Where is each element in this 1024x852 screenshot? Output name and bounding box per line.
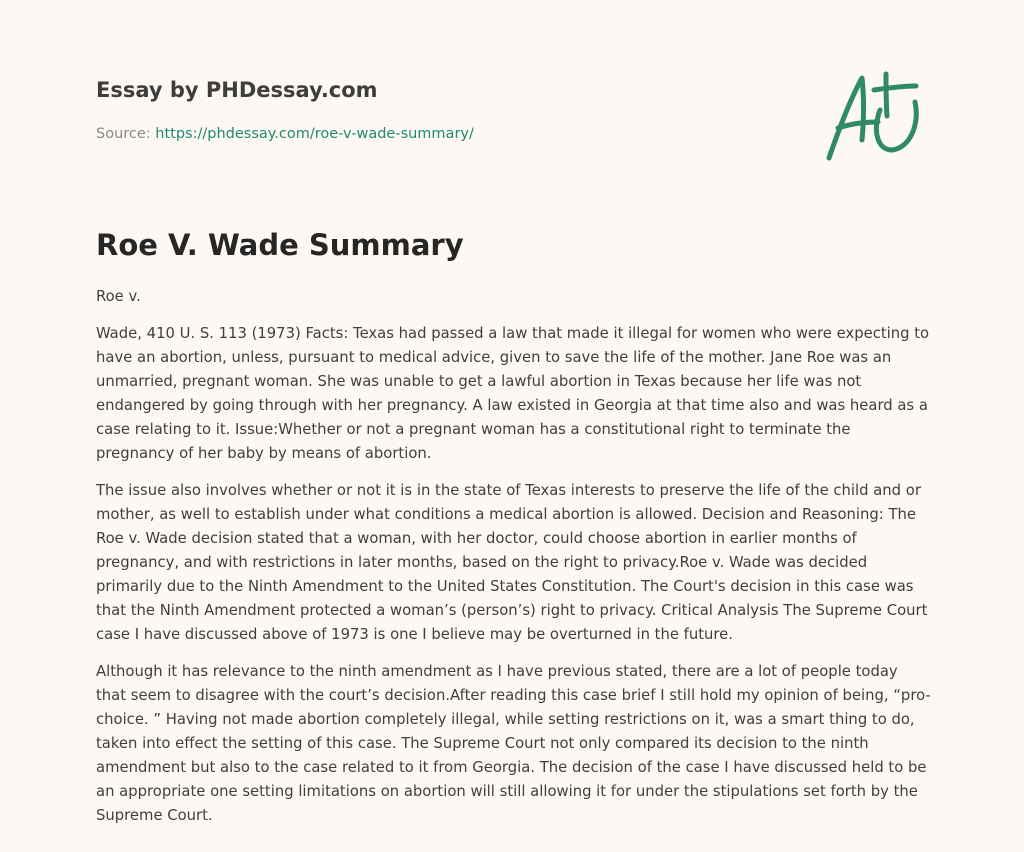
a-plus-grade-logo-icon (820, 66, 930, 166)
source-line (96, 124, 796, 144)
site-brand: Essay by PHDessay.com (96, 78, 378, 102)
source-link[interactable]: https://phdessay.com/roe-v-wade-summary/ (155, 126, 474, 142)
essay-paragraph: The issue also involves whether or not it is in the state of Texas interests to preserve the life of the child and or mother, as well to establish under what conditions a medical abortion is allowed. Decision and Reasoning: The Roe v. Wade decision stated that a woman, with her doctor, could choose abortion in earlier months of pregnancy, and with restrictions in later months, based on the right to privacy.Roe v. Wade was decided primarily due to the Ninth Amendment to the United States Constitution. The Court's decision in this case was that the Ninth Amendment protected a woman’s (person’s) right to privacy. Critical Analysis The Supreme Court case I have discussed above of 1973 is one I believe may be overturned in the future. (96, 482, 928, 643)
essay-paragraph: Although it has relevance to the ninth amendment as I have previous stated, there are a lot of people today that seem to disagree with the court’s decision.After reading this case brief I still hold my opinion of being, “pro-choice. ” Having not made abortion completely illegal, while setting restrictions on it, was a smart thing to do, taken into effect the setting of this case. The Supreme Court not only compared its decision to the ninth amendment but also to the case related to it from Georgia. The decision of the case I have discussed held to be an appropriate one setting limitations on abortion will still allowing it for under the stipulations set forth by the Supreme Court. (96, 663, 931, 824)
source-label: Source: (96, 126, 156, 142)
essay-paragraph: Wade, 410 U. S. 113 (1973) Facts: Texas had passed a law that made it illegal for women who were expecting to have an abortion, unless, pursuant to medical advice, given to save the life of the mother. Jane Roe was an unmarried, pregnant woman. She was unable to get a lawful abortion in Texas because her life was not endangered by going through with her pregnancy. A law existed in Georgia at that time also and was heard as a case relating to it. Issue:Whether or not a pregnant woman has a constitutional right to terminate the pregnancy of her baby by means of abortion. (96, 325, 930, 462)
page-header (96, 76, 796, 144)
essay-title: Roe V. Wade Summary (96, 228, 464, 262)
essay-body (96, 285, 932, 841)
essay-paragraph: Roe v. (96, 288, 141, 305)
